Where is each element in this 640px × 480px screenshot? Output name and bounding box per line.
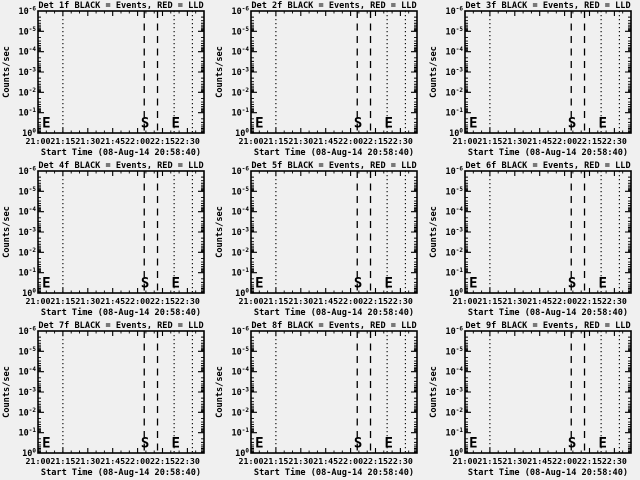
- x-tick-label: 22:30: [388, 295, 414, 306]
- x-tick-label: 21:00: [238, 135, 264, 146]
- x-tick-label: 22:15: [576, 295, 602, 306]
- x-tick-label: 22:30: [174, 135, 200, 146]
- y-tick-label: $10^{-2}$: [18, 86, 36, 99]
- y-tick-label: $10^{-2}$: [231, 406, 250, 419]
- marker-letter-E: E: [468, 115, 478, 132]
- y-tick-label: $10^{-3}$: [445, 66, 463, 79]
- y-tick-label: $10^{-4}$: [445, 46, 463, 58]
- plot-cell-det-6f: [427, 160, 640, 320]
- y-tick-label: $10^{-4}$: [231, 206, 250, 218]
- x-axis-title: Start Time (08-Aug-14 20:58:40): [40, 147, 202, 159]
- x-tick-label: 22:00: [125, 295, 151, 306]
- x-tick-label: 22:30: [388, 455, 414, 466]
- x-tick-label: 21:30: [501, 295, 527, 306]
- y-tick-label: $10^{-3}$: [231, 226, 250, 239]
- marker-letter-S: S: [354, 115, 363, 132]
- x-tick-label: 21:15: [263, 455, 289, 466]
- plot-det-8f: [213, 320, 426, 480]
- plot-det-7f: [0, 320, 213, 480]
- x-tick-label: 22:15: [363, 455, 389, 466]
- x-tick-label: 22:15: [363, 135, 389, 146]
- y-tick-label: $10^{-1}$: [231, 107, 250, 119]
- marker-letter-E: E: [255, 115, 264, 132]
- y-tick-label: $10^{-5}$: [445, 185, 463, 198]
- y-tick-label: $10^{-1}$: [18, 267, 36, 279]
- x-tick-label: 22:00: [338, 455, 364, 466]
- y-axis-title: Counts/sec: [1, 206, 12, 258]
- marker-letter-E: E: [598, 275, 607, 292]
- x-tick-label: 21:30: [288, 295, 314, 306]
- x-axis-title: Start Time (08-Aug-14 20:58:40): [467, 147, 628, 159]
- x-tick-label: 22:30: [601, 455, 627, 466]
- x-axis-title: Start Time (08-Aug-14 20:58:40): [254, 147, 415, 159]
- y-tick-label: $10^{-6}$: [231, 5, 250, 18]
- y-tick-label: $10^0$: [448, 287, 463, 299]
- x-tick-label: 21:15: [50, 295, 76, 306]
- x-tick-label: 21:30: [75, 455, 101, 466]
- y-tick-label: $10^{-4}$: [18, 206, 36, 218]
- y-tick-label: $10^{-5}$: [445, 345, 463, 358]
- y-tick-label: $10^{-5}$: [18, 185, 36, 198]
- x-tick-label: 22:00: [551, 135, 577, 146]
- marker-letter-E: E: [384, 275, 394, 292]
- y-axis-title: Counts/sec: [428, 206, 439, 258]
- x-tick-label: 22:00: [551, 295, 577, 306]
- y-tick-label: $10^{-6}$: [231, 165, 250, 178]
- x-tick-label: 21:15: [263, 135, 289, 146]
- y-tick-label: $10^{-6}$: [18, 5, 36, 18]
- y-tick-label: $10^0$: [235, 127, 250, 140]
- y-tick-label: $10^{-1}$: [445, 427, 463, 439]
- x-tick-label: 21:00: [238, 455, 264, 466]
- y-tick-label: $10^{-2}$: [445, 86, 463, 99]
- marker-letter-E: E: [384, 435, 394, 452]
- x-tick-label: 22:30: [174, 295, 200, 306]
- x-tick-label: 21:30: [501, 135, 527, 146]
- x-tick-label: 21:30: [501, 455, 527, 466]
- plot-title: Det 2f BLACK = Events, RED = LLD: [251, 0, 417, 12]
- y-tick-label: $10^{-4}$: [231, 46, 250, 58]
- x-tick-label: 22:30: [601, 135, 627, 146]
- y-tick-label: $10^{-4}$: [18, 46, 36, 58]
- x-axis-title: Start Time (08-Aug-14 20:58:40): [467, 467, 628, 478]
- x-tick-label: 22:15: [576, 135, 602, 146]
- y-axis-title: Counts/sec: [215, 206, 226, 258]
- x-axis-title: Start Time (08-Aug-14 20:58:40): [254, 467, 415, 478]
- marker-letter-S: S: [354, 435, 363, 452]
- y-tick-label: $10^{-6}$: [18, 325, 36, 337]
- marker-letter-E: E: [42, 435, 51, 452]
- y-tick-label: $10^{-3}$: [445, 226, 463, 239]
- y-tick-label: $10^{-2}$: [18, 406, 36, 419]
- marker-letter-E: E: [384, 115, 394, 132]
- x-tick-label: 21:00: [25, 295, 51, 306]
- y-tick-label: $10^{-1}$: [18, 107, 36, 119]
- y-tick-label: $10^0$: [22, 287, 36, 299]
- x-tick-label: 21:30: [288, 135, 314, 146]
- y-tick-label: $10^{-3}$: [231, 66, 250, 79]
- y-tick-label: $10^{-4}$: [231, 366, 250, 378]
- x-tick-label: 21:15: [477, 135, 503, 146]
- marker-letter-E: E: [468, 275, 478, 292]
- x-axis-title: Start Time (08-Aug-14 20:58:40): [40, 467, 202, 478]
- plot-cell-det-1f: [0, 0, 213, 160]
- marker-letter-E: E: [468, 435, 478, 452]
- x-tick-label: 21:00: [25, 135, 51, 146]
- y-tick-label: $10^{-1}$: [231, 267, 250, 279]
- y-tick-label: $10^{-2}$: [231, 86, 250, 99]
- y-tick-label: $10^{-5}$: [18, 345, 36, 358]
- marker-letter-E: E: [255, 435, 264, 452]
- x-tick-label: 22:00: [338, 135, 364, 146]
- plot-cell-det-7f: [0, 320, 213, 480]
- plot-det-1f: [0, 0, 213, 160]
- marker-letter-E: E: [171, 275, 180, 292]
- marker-letter-S: S: [567, 435, 576, 452]
- y-tick-label: $10^{-1}$: [445, 107, 463, 119]
- x-tick-label: 21:00: [452, 455, 478, 466]
- y-tick-label: $10^{-4}$: [445, 206, 463, 218]
- y-tick-label: $10^{-3}$: [18, 66, 36, 79]
- marker-letter-E: E: [598, 435, 607, 452]
- x-tick-label: 21:45: [100, 455, 126, 466]
- x-tick-label: 21:00: [25, 455, 51, 466]
- y-tick-label: $10^0$: [235, 447, 250, 459]
- marker-letter-E: E: [171, 115, 180, 132]
- x-tick-label: 21:15: [263, 295, 289, 306]
- plot-title: Det 5f BLACK = Events, RED = LLD: [251, 160, 417, 172]
- y-tick-label: $10^{-5}$: [18, 25, 36, 38]
- marker-letter-S: S: [567, 115, 576, 132]
- plot-title: Det 7f BLACK = Events, RED = LLD: [38, 320, 204, 331]
- y-tick-label: $10^{-4}$: [18, 366, 36, 378]
- marker-letter-E: E: [42, 115, 51, 132]
- x-tick-label: 21:00: [238, 295, 264, 306]
- y-tick-label: $10^{-6}$: [445, 165, 463, 178]
- y-axis-title: Counts/sec: [1, 46, 12, 98]
- plot-title: Det 3f BLACK = Events, RED = LLD: [465, 0, 631, 12]
- x-tick-label: 21:15: [477, 455, 503, 466]
- y-tick-label: $10^{-6}$: [445, 5, 463, 18]
- y-tick-label: $10^{-6}$: [231, 325, 250, 337]
- y-axis-title: Counts/sec: [428, 46, 439, 98]
- x-axis-title: Start Time (08-Aug-14 20:58:40): [467, 307, 628, 318]
- plot-det-3f: [427, 0, 640, 160]
- y-tick-label: $10^{-1}$: [18, 427, 36, 439]
- plot-cell-det-9f: [427, 320, 640, 480]
- x-tick-label: 21:00: [452, 135, 478, 146]
- y-tick-label: $10^0$: [22, 127, 36, 140]
- y-tick-label: $10^{-3}$: [231, 386, 250, 398]
- y-tick-label: $10^{-4}$: [445, 366, 463, 378]
- plot-title: Det 6f BLACK = Events, RED = LLD: [465, 160, 631, 172]
- x-tick-label: 21:45: [526, 295, 552, 306]
- y-tick-label: $10^0$: [448, 127, 463, 140]
- y-tick-label: $10^{-6}$: [445, 325, 463, 337]
- x-tick-label: 21:30: [75, 135, 101, 146]
- plot-cell-det-8f: [213, 320, 426, 480]
- x-tick-label: 22:15: [150, 135, 175, 146]
- y-tick-label: $10^{-1}$: [231, 427, 250, 439]
- y-tick-label: $10^{-3}$: [18, 226, 36, 239]
- x-tick-label: 21:30: [288, 455, 314, 466]
- x-tick-label: 21:45: [313, 455, 339, 466]
- y-tick-label: $10^{-5}$: [231, 185, 250, 198]
- x-tick-label: 22:00: [551, 455, 577, 466]
- marker-letter-E: E: [42, 275, 51, 292]
- y-tick-label: $10^{-2}$: [445, 406, 463, 419]
- plot-title: Det 9f BLACK = Events, RED = LLD: [465, 320, 631, 331]
- x-tick-label: 21:45: [313, 295, 339, 306]
- x-tick-label: 21:15: [477, 295, 503, 306]
- x-tick-label: 21:15: [50, 455, 76, 466]
- x-tick-label: 22:30: [388, 135, 414, 146]
- marker-letter-E: E: [171, 435, 180, 452]
- x-tick-label: 22:15: [150, 295, 175, 306]
- marker-letter-S: S: [140, 435, 150, 452]
- plot-cell-det-2f: [213, 0, 426, 160]
- x-tick-label: 21:45: [526, 135, 552, 146]
- plot-det-2f: [213, 0, 426, 160]
- x-tick-label: 22:00: [125, 135, 151, 146]
- plot-det-9f: [427, 320, 640, 480]
- x-tick-label: 21:15: [50, 135, 76, 146]
- x-tick-label: 22:15: [576, 455, 602, 466]
- plot-title: Det 4f BLACK = Events, RED = LLD: [38, 160, 204, 172]
- x-tick-label: 22:15: [363, 295, 389, 306]
- plot-cell-det-4f: [0, 160, 213, 320]
- y-axis-title: Counts/sec: [215, 46, 226, 98]
- y-tick-label: $10^{-3}$: [18, 386, 36, 398]
- y-tick-label: $10^0$: [448, 447, 463, 459]
- y-axis-title: Counts/sec: [1, 366, 12, 418]
- y-tick-label: $10^{-2}$: [18, 246, 36, 259]
- x-tick-label: 21:45: [100, 295, 126, 306]
- plot-det-4f: [0, 160, 213, 320]
- plot-det-5f: [213, 160, 426, 320]
- x-tick-label: 22:30: [601, 295, 627, 306]
- y-tick-label: $10^0$: [235, 287, 250, 299]
- marker-letter-S: S: [354, 275, 363, 292]
- x-tick-label: 22:30: [174, 455, 200, 466]
- x-tick-label: 21:45: [313, 135, 339, 146]
- plot-title: Det 1f BLACK = Events, RED = LLD: [38, 0, 204, 12]
- y-tick-label: $10^{-5}$: [231, 345, 250, 358]
- x-tick-label: 22:00: [125, 455, 151, 466]
- plot-det-6f: [427, 160, 640, 320]
- x-axis-title: Start Time (08-Aug-14 20:58:40): [40, 307, 202, 318]
- marker-letter-S: S: [140, 275, 150, 292]
- plot-cell-det-5f: [213, 160, 426, 320]
- marker-letter-S: S: [567, 275, 576, 292]
- x-tick-label: 21:00: [452, 295, 478, 306]
- y-tick-label: $10^{-6}$: [18, 165, 36, 178]
- y-axis-title: Counts/sec: [215, 366, 226, 418]
- x-tick-label: 22:00: [338, 295, 364, 306]
- y-tick-label: $10^{-2}$: [231, 246, 250, 259]
- y-tick-label: $10^{-5}$: [445, 25, 463, 38]
- x-axis-title: Start Time (08-Aug-14 20:58:40): [254, 307, 415, 318]
- y-tick-label: $10^{-1}$: [445, 267, 463, 279]
- x-tick-label: 22:15: [150, 455, 175, 466]
- y-tick-label: $10^{-3}$: [445, 386, 463, 398]
- marker-letter-S: S: [140, 115, 150, 132]
- x-tick-label: 21:45: [526, 455, 552, 466]
- marker-letter-E: E: [255, 275, 264, 292]
- x-tick-label: 21:45: [100, 135, 126, 146]
- marker-letter-E: E: [598, 115, 607, 132]
- plot-title: Det 8f BLACK = Events, RED = LLD: [251, 320, 417, 331]
- y-tick-label: $10^{-5}$: [231, 25, 250, 38]
- y-tick-label: $10^0$: [22, 447, 36, 459]
- y-tick-label: $10^{-2}$: [445, 246, 463, 259]
- plot-cell-det-3f: [427, 0, 640, 160]
- y-axis-title: Counts/sec: [428, 366, 439, 418]
- x-tick-label: 21:30: [75, 295, 101, 306]
